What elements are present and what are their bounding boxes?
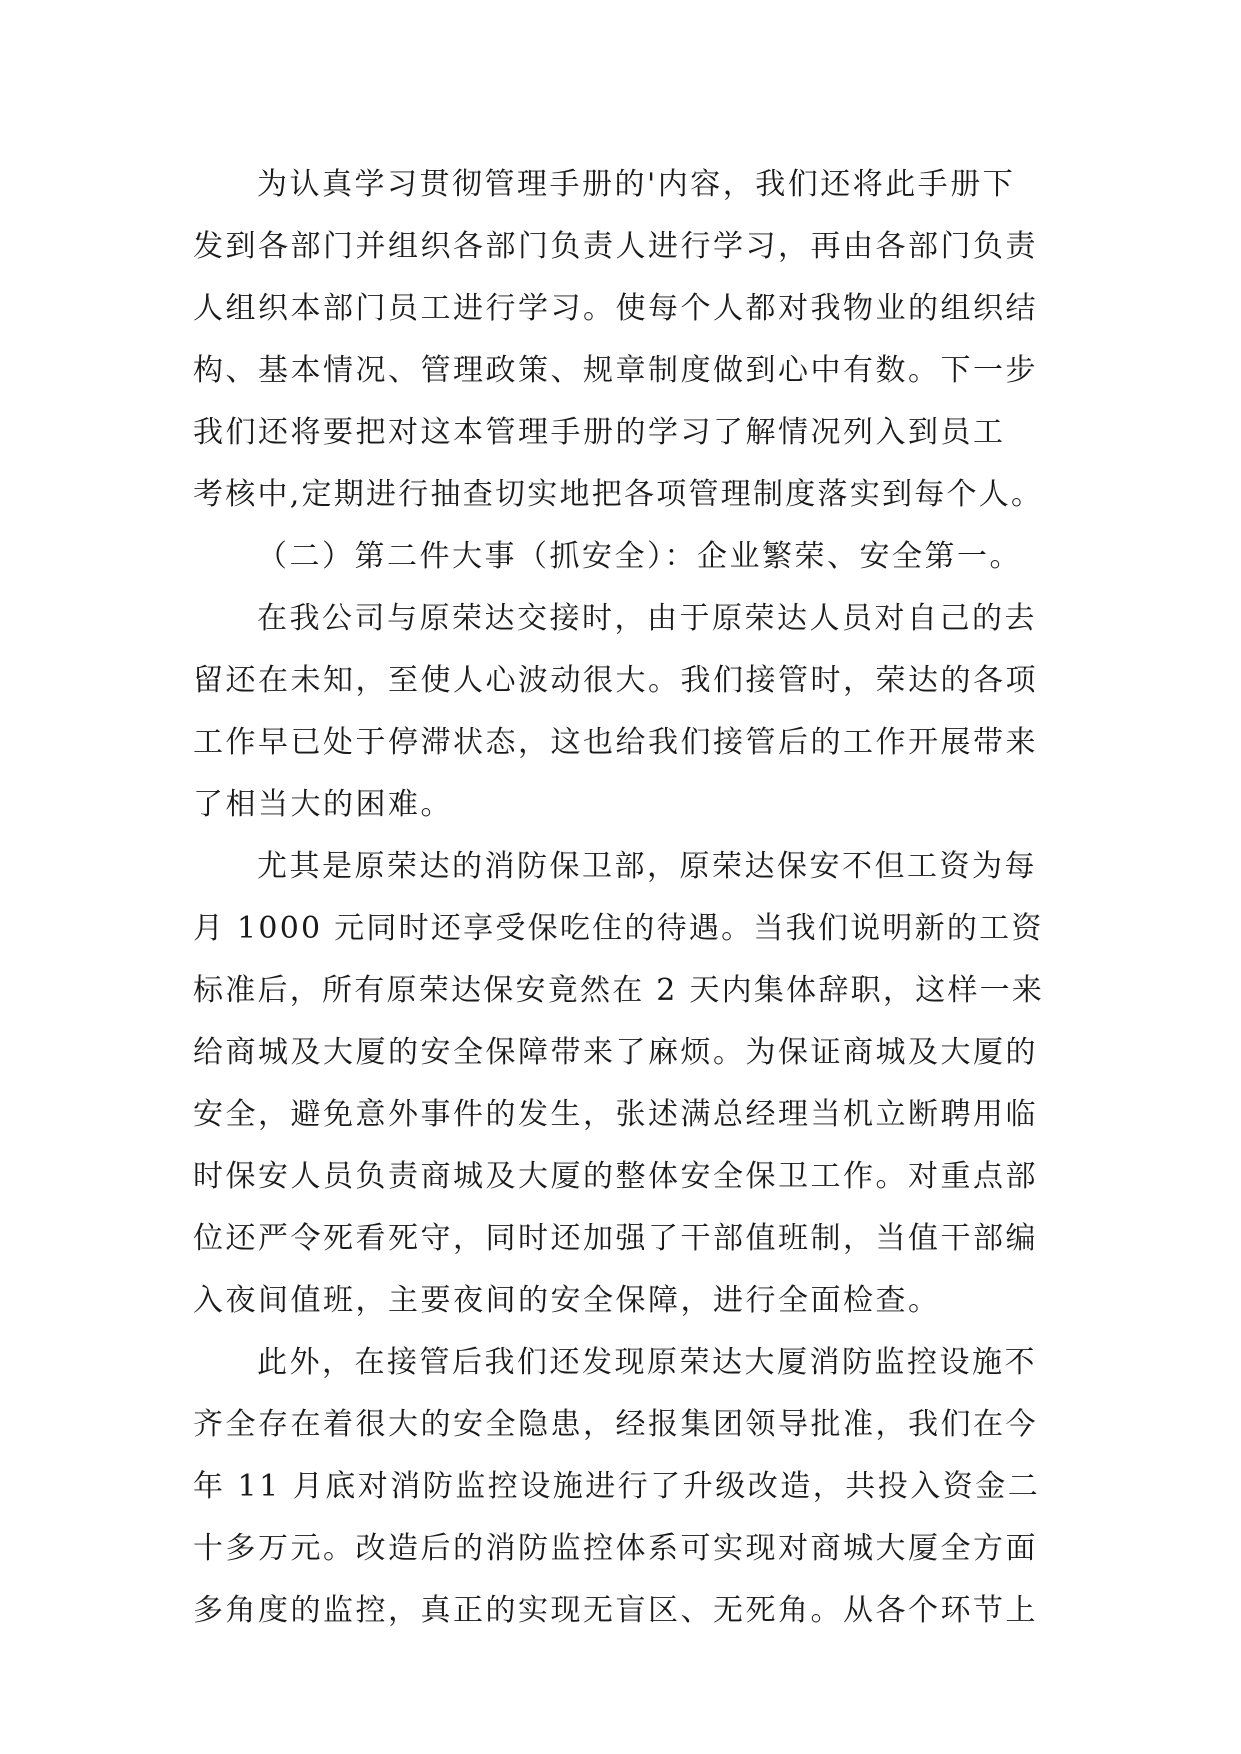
paragraph-line: 构、基本情况、管理政策、规章制度做到心中有数。下一步: [193, 353, 1038, 388]
paragraph-line: 此外，在接管后我们还发现原荣达大厦消防监控设施不: [257, 1345, 1037, 1380]
paragraph-line: 多角度的监控，真正的实现无盲区、无死角。从各个环节上: [193, 1593, 1038, 1628]
paragraph-line: 给商城及大厦的安全保障带来了麻烦。为保证商城及大厦的: [193, 1035, 1038, 1070]
paragraph-line: 入夜间值班，主要夜间的安全保障，进行全面检查。: [193, 1283, 941, 1318]
paragraph-line: 工作早已处于停滞状态，这也给我们接管后的工作开展带来: [193, 725, 1038, 760]
paragraph-line: 月 1000 元同时还享受保吃住的待遇。当我们说明新的工资: [193, 911, 1044, 946]
paragraph-line: 为认真学习贯彻管理手册的'内容，我们还将此手册下: [257, 167, 1016, 202]
section-heading: （二）第二件大事（抓安全）：企业繁荣、安全第一。: [257, 539, 1022, 574]
paragraph-line: 时保安人员负责商城及大厦的整体安全保卫工作。对重点部: [193, 1159, 1038, 1194]
paragraph-line: 留还在未知，至使人心波动很大。我们接管时，荣达的各项: [193, 663, 1038, 698]
paragraph-line: 了相当大的困难。: [193, 787, 453, 822]
paragraph-line: 齐全存在着很大的安全隐患，经报集团领导批准，我们在今: [193, 1407, 1038, 1442]
paragraph-line: 十多万元。改造后的消防监控体系可实现对商城大厦全方面: [193, 1531, 1038, 1566]
paragraph-line: 年 11 月底对消防监控设施进行了升级改造，共投入资金二: [193, 1469, 1041, 1504]
paragraph-line: 在我公司与原荣达交接时，由于原荣达人员对自己的去: [257, 601, 1037, 636]
paragraph-line: 尤其是原荣达的消防保卫部，原荣达保安不但工资为每: [257, 849, 1037, 884]
paragraph-line: 考核中,定期进行抽查切实地把各项管理制度落实到每个人。: [193, 477, 1044, 512]
paragraph-line: 标准后，所有原荣达保安竟然在 2 天内集体辞职，这样一来: [193, 973, 1045, 1008]
paragraph-line: 安全，避免意外事件的发生，张述满总经理当机立断聘用临: [193, 1097, 1038, 1132]
paragraph-line: 人组织本部门员工进行学习。使每个人都对我物业的组织结: [193, 291, 1038, 326]
paragraph-line: 我们还将要把对这本管理手册的学习了解情况列入到员工: [193, 415, 1006, 450]
paragraph-line: 位还严令死看死守，同时还加强了干部值班制，当值干部编: [193, 1221, 1038, 1256]
paragraph-line: 发到各部门并组织各部门负责人进行学习，再由各部门负责: [193, 229, 1038, 264]
